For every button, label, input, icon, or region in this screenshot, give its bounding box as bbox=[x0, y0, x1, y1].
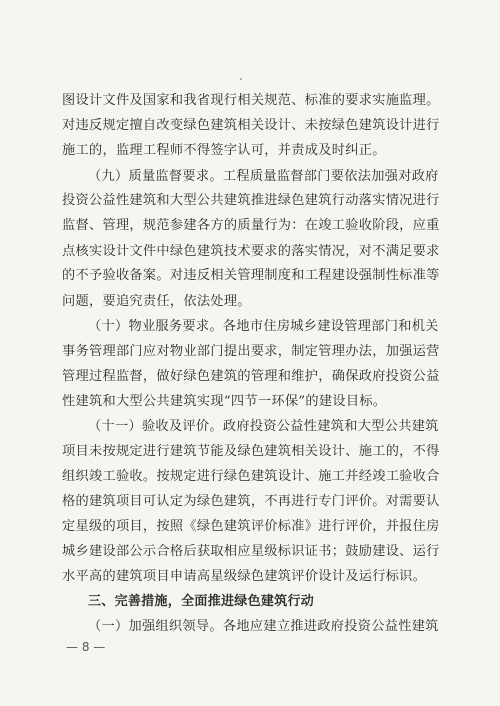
body-line: 定星级的项目，按照《绿色建筑评价标准》进行评价，并报住房 bbox=[62, 519, 440, 535]
chapter-three-heading: 三、完善措施，全面推进绿色建筑行动 bbox=[88, 594, 315, 610]
body-line: 项目未按规定进行建筑节能及绿色建筑相关设计、施工的，不得 bbox=[62, 443, 440, 459]
scan-mark bbox=[240, 78, 242, 80]
page-number: — 8 — bbox=[66, 640, 106, 654]
body-line: 图设计文件及国家和我省现行相关规范、标准的要求实施监理。 bbox=[62, 93, 440, 108]
body-line: 投资公益性建筑和大型公共建筑推进绿色建筑行动落实情况进行 bbox=[62, 193, 440, 209]
body-line: 管理过程监督，做好绿色建筑的管理和维护，确保政府投资公益 bbox=[62, 368, 440, 384]
body-line: 的不予验收备案。对违反相关管理制度和工程建设强制性标准等 bbox=[62, 268, 440, 284]
section-nine-first-line: （九）质量监督要求。工程质量监督部门要依法加强对政府 bbox=[88, 168, 439, 184]
body-line: 监督、管理，规范参建各方的质量行为：在竣工验收阶段，应重 bbox=[62, 218, 440, 234]
body-line: 施工的，监理工程师不得签字认可，并责成及时纠正。 bbox=[62, 143, 386, 159]
body-line: 组织竣工验收。按规定进行绿色建筑设计、施工并经竣工验收合 bbox=[62, 469, 440, 485]
body-line: 事务管理部门应对物业部门提出要求，制定管理办法，加强运营 bbox=[62, 344, 440, 360]
section-ten-first-line: （十）物业服务要求。各地市住房城乡建设管理部门和机关 bbox=[88, 318, 439, 334]
body-line: 水平高的建筑项目申请高星级绿色建筑评价设计及运行标识。 bbox=[62, 568, 427, 584]
section-eleven-first-line: （十一）验收及评价。政府投资公益性建筑和大型公共建筑 bbox=[88, 418, 439, 434]
body-line: 格的建筑项目可认定为绿色建筑，不再进行专门评价。对需要认 bbox=[62, 493, 440, 509]
body-line: 问题，要追究责任，依法处理。 bbox=[62, 293, 251, 309]
body-line: 性建筑和大型公共建筑实现“四节一环保”的建设目标。 bbox=[62, 394, 387, 410]
body-line: 点核实设计文件中绿色建筑技术要求的落实情况，对不满足要求 bbox=[62, 243, 440, 259]
section-one-first-line: （一）加强组织领导。各地应建立推进政府投资公益性建筑 bbox=[88, 619, 439, 634]
body-line: 城乡建设部公示合格后获取相应星级标识证书；鼓励建设、运行 bbox=[62, 544, 440, 560]
body-line: 对违反规定擅自改变绿色建筑相关设计、未按绿色建筑设计进行 bbox=[62, 117, 440, 133]
